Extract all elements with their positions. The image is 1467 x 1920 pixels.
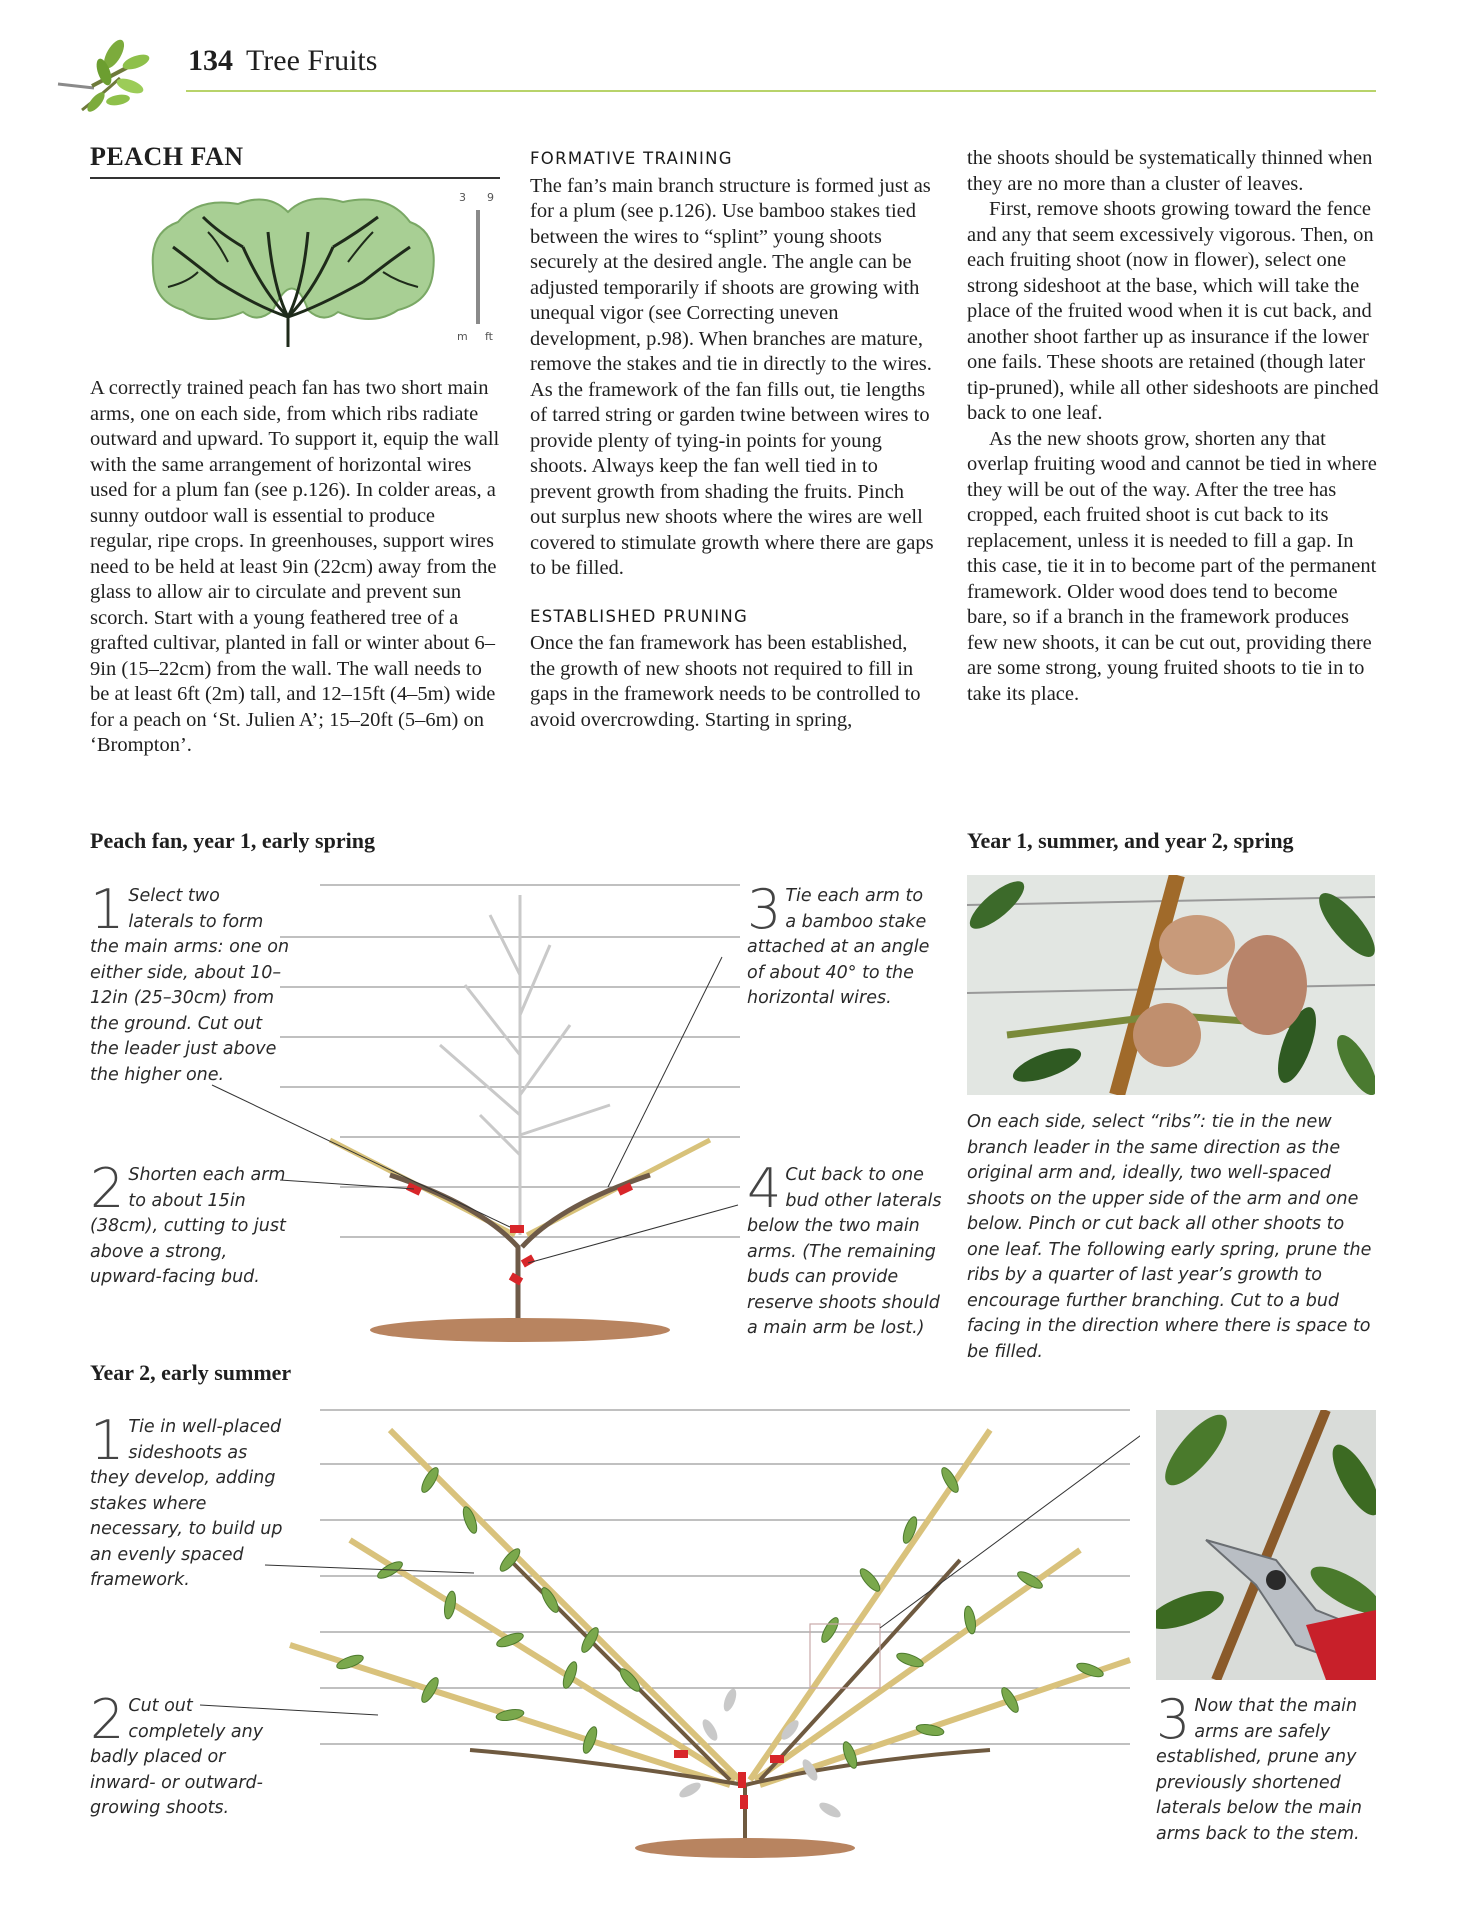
fig1-step-number-2: 2 [90, 1157, 125, 1220]
fig1-caption-2-text: Shorten each arm to about 15in (38cm), cutting to just above a strong, upward-facing bud. [90, 1165, 286, 1287]
scale-label-top-left: 3 [459, 191, 466, 204]
photo-tying-shoots [967, 875, 1375, 1095]
fig2-caption [967, 1110, 1379, 1365]
title-rule [90, 177, 500, 179]
scale-label-bottom-right: ft [485, 330, 493, 343]
fig1-step-number-1: 1 [90, 878, 125, 941]
fig1-caption-3-text: Tie each arm to a bamboo stake attached at an angle of about 40° to the horizontal wires. [747, 886, 930, 1008]
fig3-step-number-2: 2 [90, 1688, 125, 1751]
photo-pruning-shears [1156, 1410, 1376, 1680]
column-two [530, 146, 935, 733]
fig3-caption-3-text: Now that the main arms are safely established, prune any previously shortened laterals below the main arms back to the stem. [1156, 1696, 1363, 1844]
col3-paragraph-1: the shoots should be systematically thinned when they are no more than a cluster of leaves. [967, 147, 1373, 195]
fig3-caption-1 [90, 1409, 290, 1594]
fig1-caption-4-text: Cut back to one bud other laterals below the two main arms. (The remaining buds can provide reserve shoots should a main arm be lost.) [747, 1165, 942, 1338]
fig3-step-number-3: 3 [1156, 1688, 1191, 1751]
fig3-caption-1-text: Tie in well-placed sideshoots as they develop, adding stakes where necessary, to build up an evenly spaced framework. [90, 1417, 283, 1590]
fig1-caption-3 [747, 878, 937, 1012]
established-heading: ESTABLISHED PRUNING [530, 606, 749, 626]
figure-3-title: Year 2, early summer [90, 1360, 292, 1385]
intro-paragraph [90, 376, 500, 759]
peach-fan-silhouette [148, 192, 438, 352]
fig2-caption-text: On each side, select “ribs”: tie in the new branch leader in the same direction as the original arm and, ideally, two well-spaced shoots on the upper side of the arm and one below. Pinch or cut back all other shoots to one leaf. The following early spring, prune the ribs by a quarter of last year’s growth to encourage further branching. Cut to a bud facing in the direction where there is space to be filled. [967, 1112, 1372, 1362]
header-leaf-logo [52, 36, 152, 126]
figure-1-title: Peach fan, year 1, early spring [90, 828, 375, 853]
figure-2-title: Year 1, summer, and year 2, spring [967, 828, 1294, 853]
header-rule [186, 90, 1376, 92]
fig1-step-number-4: 4 [747, 1157, 782, 1220]
fig1-caption-4 [747, 1157, 947, 1342]
fig3-caption-3 [1156, 1688, 1376, 1847]
fig3-caption-2-text: Cut out completely any badly placed or inward- or outward-growing shoots. [90, 1696, 264, 1818]
section-title: PEACH FAN [90, 142, 244, 171]
col3-paragraph-3: As the new shoots grow, shorten any that overlap fruiting wood and cannot be tied in where they will be out of the way. After the tree has cropped, each fruited shoot is cut back to its replacement, unless it is needed to fill a gap. In this case, tie it in to become part of the permanent framework. Older wood does tend to become bare, so if a branch in the framework produces few new shoots, it can be cut out, providing there are some strong, young fruited shoots to tie in to take its place. [967, 427, 1377, 705]
column-three [967, 146, 1379, 707]
fig3-step-number-1: 1 [90, 1409, 125, 1472]
formative-text: The fan’s main branch structure is formed just as for a plum (see p.126). Use bamboo stakes tied between the wires to “splint” young shoots securely at the desired angle. The angle can be adjusted temporarily if shoots are growing with unequal vigor (see Correcting uneven development, p.98). When branches are mature, remove the stakes and tie in directly to the wires. As the framework of the fan fills out, tie lengths of tarred string or garden twine between wires to provide plenty of tying-in points for young shoots. Always keep the fan well tied in to prevent growth from shading the fruits. Pinch out surplus new shoots where the wires are well covered to stimulate growth where there are gaps to be filled. [530, 174, 934, 579]
scale-label-bottom-left: m [457, 330, 468, 343]
col3-paragraph-2: First, remove shoots growing toward the fence and any that seem excessively vigorous. Then, on each fruiting shoot (now in flower), select one strong sideshoot at the base, which will take the place of the fruited wood when it is cut back, and another shoot farther up as insurance if the lower one fails. These shoots are retained (though later tip-pruned), while all other sideshoots are pinched back to one leaf. [967, 198, 1379, 424]
fig1-caption-1 [90, 878, 290, 1088]
intro-text: A correctly trained peach fan has two short main arms, one on each side, from which ribs radiate outward and upward. To support it, equip the wall with the same arrangement of horizontal wires used for a plum fan (see p.126). In colder areas, a sunny outdoor wall is essential to produce regular, ripe crops. In greenhouses, support wires need to be held at least 9in (22cm) away from the glass to allow air to circulate and prevent sun scorch. Start with a young feathered tree of a grafted cultivar, planted in fall or winter about 6–9in (15–22cm) from the wall. The wall needs to be at least 6ft (2m) tall, and 12–15ft (4–5m) wide for a peach on ‘St. Julien A’; 15–20ft (5–6m) on ‘Brompton’. [90, 377, 500, 756]
fig1-step-number-3: 3 [747, 878, 782, 941]
section-name: Tree Fruits [246, 44, 378, 77]
fig1-caption-2 [90, 1157, 290, 1291]
scale-bar [476, 210, 480, 324]
formative-heading: FORMATIVE TRAINING [530, 149, 733, 168]
scale-label-top-right: 9 [487, 191, 494, 204]
established-text: Once the fan framework has been established, the growth of new shoots not required to fill in gaps in the framework needs to be controlled to avoid overcrowding. Starting in spring, [530, 632, 921, 731]
fig1-caption-1-text: Select two laterals to form the main arms: one on either side, about 10–12in (25–30cm) from the ground. Cut out the leader just above the higher one. [90, 886, 290, 1085]
fig3-caption-2 [90, 1688, 290, 1822]
page-number: 134 [188, 44, 233, 77]
